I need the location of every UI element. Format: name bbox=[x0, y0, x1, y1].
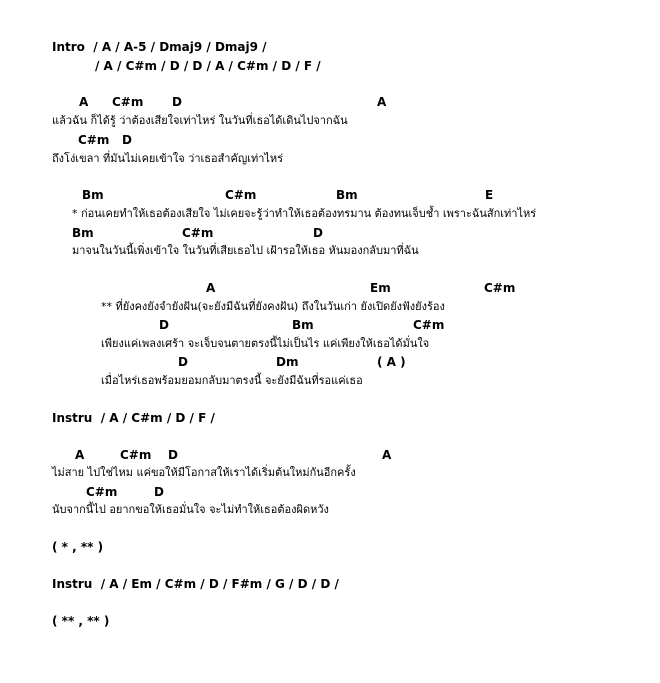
chord: Em bbox=[370, 281, 391, 295]
intro-line-2: / A / C#m / D / D / A / C#m / D / F / bbox=[95, 59, 321, 73]
chord: A bbox=[79, 95, 89, 109]
intro-line-1: Intro / A / A-5 / Dmaj9 / Dmaj9 / bbox=[52, 40, 267, 54]
chord: C#m bbox=[112, 95, 144, 109]
chord: A bbox=[75, 448, 85, 462]
lyric-line: เมื่อไหร่เธอพร้อมยอมกลับมาตรงนี้ จะยังมีฉันที่รอแค่เธอ bbox=[101, 374, 363, 387]
chord: C#m bbox=[78, 133, 110, 147]
chord: D bbox=[178, 355, 188, 369]
chord: D bbox=[313, 226, 323, 240]
chord: Bm bbox=[336, 188, 358, 202]
chord: C#m bbox=[484, 281, 516, 295]
chord: D bbox=[159, 318, 169, 332]
chord: ( A ) bbox=[377, 355, 406, 369]
lyric-line: นับจากนี้ไป อยากขอให้เธอมั่นใจ จะไม่ทำให้เธอต้องผิดหวัง bbox=[52, 503, 329, 516]
chord: A bbox=[377, 95, 387, 109]
chord: C#m bbox=[225, 188, 257, 202]
chord: D bbox=[168, 448, 178, 462]
chord: Bm bbox=[82, 188, 104, 202]
chord: E bbox=[485, 188, 494, 202]
chord: C#m bbox=[413, 318, 445, 332]
chord: D bbox=[154, 485, 164, 499]
chord: C#m bbox=[86, 485, 118, 499]
lyric-line: มาจนในวันนี้เพิ่งเข้าใจ ในวันที่เสียเธอไป เฝ้ารอให้เธอ หันมองกลับมาที่ฉัน bbox=[72, 244, 419, 257]
lyric-line: ถึงโง่เขลา ที่มันไม่เคยเข้าใจ ว่าเธอสำคัญเท่าไหร่ bbox=[52, 152, 284, 165]
lyric-line: เพียงแค่เพลงเศร้า จะเจ็บจนตายตรงนี้ไม่เป็นไร แค่เพียงให้เธอได้มั่นใจ bbox=[101, 337, 430, 350]
lyric-line: ไม่สาย ไปใช่ไหม แค่ขอให้มีโอกาสให้เราได้เริ่มต้นใหม่กันอีกครั้ง bbox=[52, 466, 356, 479]
chord: C#m bbox=[120, 448, 152, 462]
chord: Dm bbox=[276, 355, 299, 369]
chord: Bm bbox=[292, 318, 314, 332]
chord: C#m bbox=[182, 226, 214, 240]
instru-line-1: Instru / A / C#m / D / F / bbox=[52, 411, 215, 425]
lyric-line: ** ที่ยังคงยังจำยังฝัน(จะยังมีฉันที่ยังคงฝัน) ถึงในวันเก่า ยังเปิดยังฟังยังร้อง bbox=[101, 300, 445, 313]
chord: D bbox=[122, 133, 132, 147]
instru-line-2: Instru / A / Em / C#m / D / F#m / G / D / D / bbox=[52, 577, 339, 591]
chord: Bm bbox=[72, 226, 94, 240]
chord: D bbox=[172, 95, 182, 109]
chord: A bbox=[206, 281, 216, 295]
repeat-marker-1: ( * , ** ) bbox=[52, 540, 104, 554]
lyric-line: แล้วฉัน ก็ได้รู้ ว่าต้องเสียใจเท่าไหร่ ในวันที่เธอได้เดินไปจากฉัน bbox=[52, 114, 348, 127]
chord: A bbox=[382, 448, 392, 462]
lyric-line: * ก่อนเคยทำให้เธอต้องเสียใจ ไม่เคยจะรู้ว่าทำให้เธอต้องทรมาน ต้องทนเจ็บช้ำ เพราะฉันสักเท่าไหร่ bbox=[72, 207, 537, 220]
repeat-marker-2: ( ** , ** ) bbox=[52, 614, 110, 628]
